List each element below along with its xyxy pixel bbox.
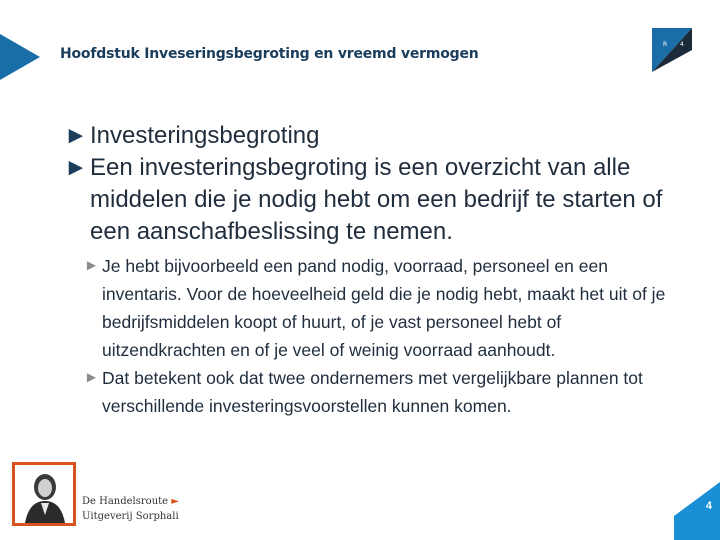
page-corner-triangle bbox=[674, 482, 720, 540]
left-accent-triangle bbox=[0, 34, 42, 80]
heading-text: Investeringsbegroting bbox=[90, 122, 320, 149]
bullet-marker-icon: ► bbox=[64, 154, 88, 181]
sub-bullet bbox=[84, 364, 704, 420]
sub-bullet bbox=[84, 252, 704, 364]
slide-content bbox=[64, 120, 704, 420]
brand-logo-icon bbox=[648, 28, 696, 74]
sub-bullet-marker-icon: ► bbox=[84, 257, 99, 274]
bullet-main-point bbox=[64, 152, 704, 248]
logo-letter-r: R bbox=[663, 41, 668, 48]
publisher-portrait-logo bbox=[12, 462, 76, 526]
chapter-title: Hoofdstuk Inveseringsbegroting en vreemd vermogen bbox=[60, 46, 479, 62]
publisher-line-2: Uitgeverij Sorphali bbox=[82, 511, 179, 522]
sub-point-text: Dat betekent ook dat twee ondernemers met vergelijkbare plannen tot verschillende investeringsvoorstellen kunnen komen. bbox=[102, 368, 643, 416]
logo-letter-4: 4 bbox=[680, 41, 684, 48]
publisher-name bbox=[82, 494, 179, 524]
publisher-line-1: De Handelsroute bbox=[82, 496, 169, 507]
sub-bullet-marker-icon: ► bbox=[84, 369, 99, 386]
main-point-text: Een investeringsbegroting is een overzicht van alle middelen die je nodig hebt om een bedrijf te starten of een aanschafbeslissing te nemen. bbox=[90, 154, 663, 245]
sub-point-text: Je hebt bijvoorbeeld een pand nodig, voorraad, personeel en een inventaris. Voor de hoeveelheid geld die je nodig hebt, maakt het uit of je bedrijfsmiddelen koopt of huurt, of je vast personeel hebt of uitzendkrachten en of je veel of weinig voorraad aanhoudt. bbox=[102, 256, 666, 360]
bullet-heading bbox=[64, 120, 704, 152]
portrait-icon bbox=[15, 465, 73, 523]
bullet-marker-icon: ► bbox=[64, 122, 88, 149]
page-number: 4 bbox=[705, 500, 712, 512]
publisher-arrow-icon: ► bbox=[171, 496, 179, 507]
